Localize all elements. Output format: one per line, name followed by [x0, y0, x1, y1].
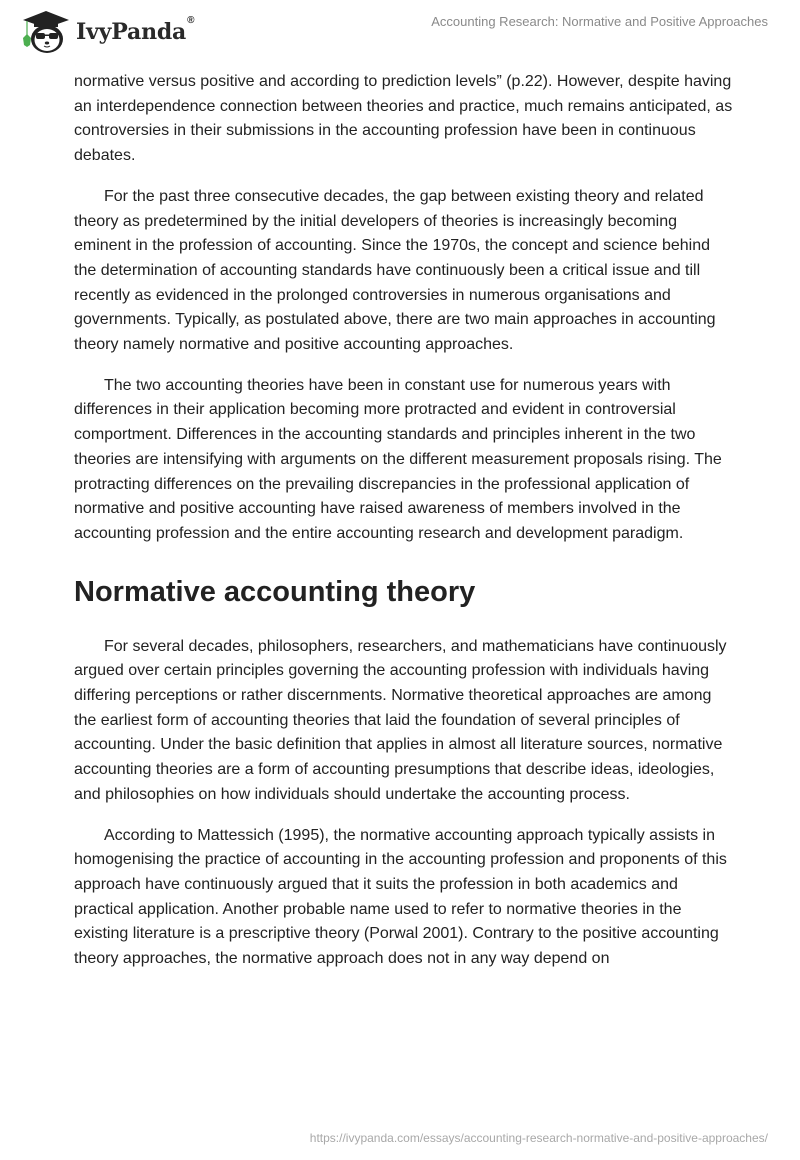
- paragraph: For the past three consecutive decades, the gap between existing theory and related theory as predetermined by the initial developers of theories is increasingly becoming eminent in the profession of accounting. Since the 1970s, the concept and science behind the determination of accounting standards have continuously been a critical issue and till recently as evidenced in the prolonged controversies in numerous organisations and governments. Typically, as postulated above, there are two main approaches in accounting theory namely normative and positive accounting approaches.: [74, 187, 716, 354]
- panda-graduate-logo-icon: [18, 8, 74, 54]
- paragraph-continuation: normative versus positive and according to prediction levels” (p.22). However, despite having an interdependence connection between theories and practice, much remains anticipated, as controversies in their submissions in the accounting profession have been in continuous debates.: [74, 73, 733, 165]
- page-url[interactable]: https://ivypanda.com/essays/accounting-research-normative-and-positive-approaches/: [309, 1131, 768, 1145]
- paragraph: According to Mattessich (1995), the normative accounting approach typically assists in homogenising the practice of accounting in the accounting profession and proponents of this approach have continuously argued that it suits the profession in both academics and practical application. Another probable name used to refer to normative theories in the existing literature is a prescriptive theory (Porwal 2001). Contrary to the positive accounting theory approaches, the normative approach does not in any way depend on: [74, 826, 727, 968]
- essay-content: [74, 70, 734, 988]
- ivypanda-logo[interactable]: [18, 8, 194, 54]
- registered-mark: ®: [187, 15, 195, 26]
- section-heading: Normative accounting theory: [74, 575, 476, 608]
- document-title: Accounting Research: Normative and Positive Approaches: [431, 14, 768, 29]
- brand-name: IvyPanda®: [76, 15, 195, 45]
- page-header: [0, 0, 800, 60]
- paragraph: For several decades, philosophers, researchers, and mathematicians have continuously argued over certain principles governing the accounting profession with individuals having differing perceptions or rather discernments. Normative theoretical approaches are among the earliest form of accounting theories that laid the foundation of several principles of accounting. Under the basic definition that applies in almost all literature sources, normative accounting theories are a form of accounting presumptions that describe ideas, ideologies, and philosophies on how individuals should undertake the accounting process.: [74, 637, 727, 803]
- paragraph: The two accounting theories have been in constant use for numerous years with differences in their application becoming more protracted and evident in controversial comportment. Differences in the accounting standards and principles inherent in the two theories are intensifying with arguments on the different measurement proposals rising. The protracting differences on the prevailing discrepancies in the professional application of normative and positive accounting have raised awareness of members involved in the accounting profession and the entire accounting research and development paradigm.: [74, 376, 722, 542]
